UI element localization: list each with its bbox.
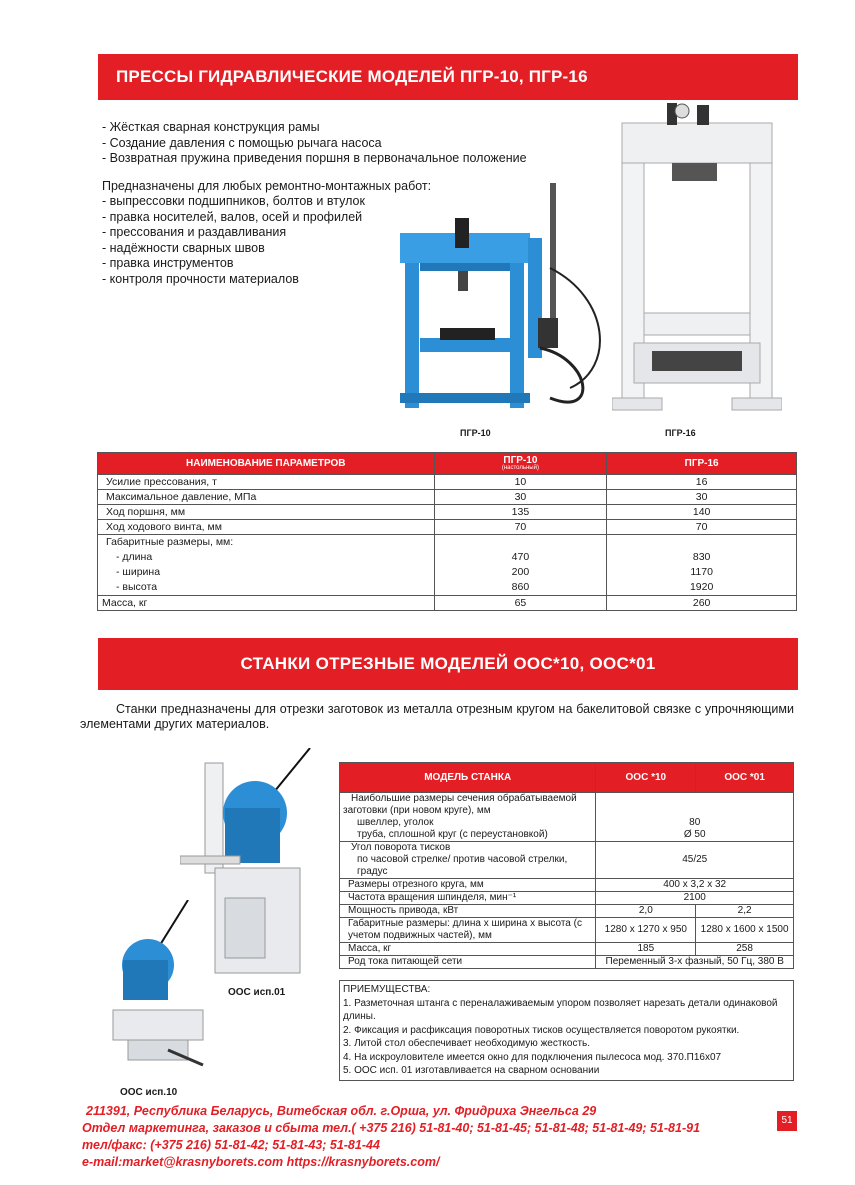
param-name: Род тока питающей сети [340,956,596,969]
shared-value: 2100 [596,892,794,905]
param-name: Габаритные размеры: длина х ширина х высота (с учетом подвижных частей), мм [340,918,596,943]
table-row [98,520,797,535]
oos10-value: 185 [596,943,696,956]
header-param: НАИМЕНОВАНИЕ ПАРАМЕТРОВ [98,453,435,475]
param-name: Размеры отрезного круга, мм [340,879,596,892]
saw-oos10-image [108,900,208,1080]
param-name: Ход ходового винта, мм [98,520,435,535]
purpose-title: Предназначены для любых ремонтно-монтажных работ: [102,178,432,193]
feature-item: - Возвратная пружина приведения поршня в первоначальное положение [102,151,527,165]
param-name [340,842,596,879]
param-name: Частота вращения шпинделя, мин⁻¹ [340,892,596,905]
footer-email-web[interactable]: e-mail:market@krasnyborets.com https://krasnyborets.com/ [82,1155,440,1169]
oos01-value: 258 [696,943,794,956]
advantage-item: 5. ООС исп. 01 изготавливается на сварном основании [343,1065,600,1076]
footer-fax: тел/факс: (+375 216) 51-81-42; 51-81-43; 51-81-44 [82,1138,380,1152]
purpose-item: - правка инструментов [102,256,234,270]
table-row [340,918,794,943]
pgr10-value: 860 [511,581,530,593]
shared-value: 45/25 [596,842,794,879]
pgr16-value: 1170 [690,566,713,578]
pgr10-dims [434,535,607,596]
param-line: по часовой стрелке/ против часовой стрелки, градус [357,854,568,877]
footer-phones: Отдел маркетинга, заказов и сбыта тел.( +375 216) 51-81-40; 51-81-45; 51-81-48; 51-81-49; 51-81-91 [82,1121,701,1135]
feature-item: - Жёсткая сварная конструкция рамы [102,120,320,134]
pgr10-value: 70 [434,520,607,535]
table-row [340,892,794,905]
table-row [340,943,794,956]
pgr10-value: 30 [434,490,607,505]
shared-value: 400 х 3,2 х 32 [596,879,794,892]
saw-spec-table [339,762,794,969]
advantages-box [339,980,794,1081]
pgr16-value: 30 [607,490,797,505]
param-line: швеллер, уголок [357,817,434,828]
shared-value: Переменный 3-х фазный, 50 Гц, 380 В [596,956,794,969]
table-row [98,490,797,505]
advantage-item: 1. Разметочная штанга с переналаживаемым упором позволяет нарезать детали одинаковой длины. [343,997,778,1022]
pgr10-value: 200 [511,566,530,578]
advantage-item: 2. Фиксация и расфиксация поворотных тисков осуществляется поворотом рукоятки. [343,1024,740,1036]
pgr16-dims [607,535,797,596]
param-name: Масса, кг [340,943,596,956]
caption-pgr16: ПГР-16 [665,428,696,438]
section2-title: СТАНКИ ОТРЕЗНЫЕ МОДЕЛЕЙ ООС*10, ООС*01 [98,638,798,690]
oos10-value: 1280 х 1270 х 950 [596,918,696,943]
param-name: Мощность привода, кВт [340,905,596,918]
table-row [340,956,794,969]
table-row [98,505,797,520]
caption-oos01: ООС исп.01 [228,987,286,998]
header-oos01: ООС *01 [696,763,794,793]
value-line: Ø 50 [683,829,706,840]
pgr16-value: 140 [607,505,797,520]
table-header-row [340,763,794,793]
saw-intro: Станки предназначены для отрезки заготовок из металла отрезным кругом на бакелитовой связке с упрочняющими элементами других материалов. [80,702,794,731]
header-pgr10-label: ПГР-10 [503,455,538,466]
param-line: труба, сплошной круг (с переустановкой) [357,829,548,840]
pgr10-value: 10 [434,475,607,490]
pgr10-value: 65 [434,596,607,611]
press-pgr16-image [612,103,782,418]
table-row [98,596,797,611]
param-line: Угол поворота тисков [351,842,451,853]
table-row [98,475,797,490]
footer-contacts [82,1103,700,1171]
param-name: Усилие прессования, т [98,475,435,490]
purpose-item: - правка носителей, валов, осей и профилей [102,209,363,224]
dim-label: - длина [116,551,153,563]
table-row [340,879,794,892]
oos01-value: 2,2 [696,905,794,918]
param-name: Масса, кг [98,596,435,611]
dim-label: - ширина [116,566,161,578]
advantages-title: ПРИЕМУЩЕСТВА: [343,984,431,995]
section1-title: ПРЕССЫ ГИДРАВЛИЧЕСКИЕ МОДЕЛЕЙ ПГР-10, ПГР-16 [98,54,798,100]
advantage-item: 4. На искроуловителе имеется окно для подключения пылесоса мод. 370.П16х07 [343,1051,722,1063]
shared-value [596,793,794,842]
press-pgr10-image [400,178,620,423]
value-line: 80 [689,817,701,828]
table-row [340,905,794,918]
param-line: Наибольшие размеры сечения обрабатываемой заготовки (при новом круге), мм [343,793,577,816]
pgr10-value: 135 [434,505,607,520]
header-pgr16: ПГР-16 [607,453,797,475]
dim-label: - высота [116,581,158,593]
press-spec-table [97,452,797,611]
advantage-item: 3. Литой стол обеспечивает необходимую жесткость. [343,1038,591,1049]
header-pgr10-note: (настольный) [501,465,539,471]
param-name [340,793,596,842]
oos10-value: 2,0 [596,905,696,918]
purpose-item: - прессования и раздавливания [102,225,287,239]
table-row-dimensions [98,535,797,596]
param-name: Ход поршня, мм [98,505,435,520]
pgr16-value: 16 [607,475,797,490]
caption-pgr10: ПГР-10 [460,428,491,438]
table-header-row [98,453,797,475]
footer-address: 211391, Республика Беларусь, Витебская обл. г.Орша, ул. Фридриха Энгельса 29 [86,1104,597,1118]
header-oos10: ООС *10 [596,763,696,793]
header-model: МОДЕЛЬ СТАНКА [340,763,596,793]
dims-cell [98,535,435,596]
dims-title: Габаритные размеры, мм: [106,536,234,548]
purpose-item: - контроля прочности материалов [102,271,299,286]
purpose-item: - надёжности сварных швов [102,240,265,255]
table-row [340,793,794,842]
caption-oos10: ООС исп.10 [120,1087,178,1098]
feature-item: - Создание давления с помощью рычага насоса [102,135,382,150]
pgr16-value: 830 [692,551,711,563]
page-number: 51 [777,1111,797,1131]
pgr16-value: 260 [607,596,797,611]
param-name: Максимальное давление, МПа [98,490,435,505]
pgr10-value: 470 [511,551,530,563]
oos01-value: 1280 х 1600 х 1500 [696,918,794,943]
pgr16-value: 1920 [689,581,714,593]
purpose-item: - выпрессовки подшипников, болтов и втулок [102,194,365,208]
header-pgr10 [434,453,607,475]
pgr16-value: 70 [607,520,797,535]
table-row [340,842,794,879]
